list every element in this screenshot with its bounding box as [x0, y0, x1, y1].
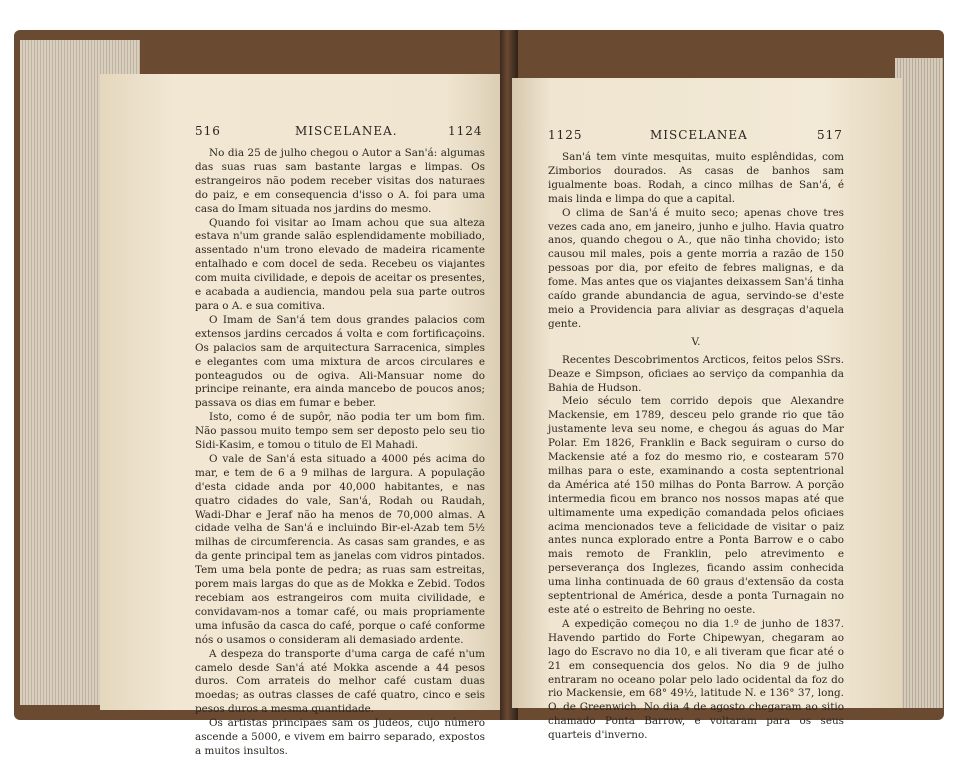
right-page [512, 78, 902, 742]
left-page-number: 516 [195, 124, 221, 138]
paragraph: San'á tem vinte mesquitas, muito esplêndidas, com Zimborios dourados. As casas de banhos sam igualmente boas. Rodah, a cinco milhas de San'á, é mais linda e limpa do que a capital. [548, 151, 844, 205]
paragraph: Recentes Descobrimentos Arcticos, feitos pelos SSrs. Deaze e Simpson, oficiaes ao serviço da companhia da Bahia de Hudson. [548, 353, 844, 394]
paragraph: O clima de San'á é muito seco; apenas chove tres vezes cada ano, em janeiro, junho e julho. Havia quatro anos, quando chegou o A., que não tinha chovido; isto causou mil males, pois a gente morria a razão de 150 pessoas por dia, por efeito de febres malignas, e da fome. Mas antes que os viajantes deixassem San'á tinha caído grande abundancia de agua, servindo-se d'este meio a Providencia para aliviar as desgraças d'aquela gente. [548, 206, 844, 330]
paragraph: A despeza do transporte d'uma carga de café n'um camelo desde San'á até Mokka ascende a 44 pesos duros. Com arrateis do melhor café custam duas moedas; as outras classes de café quatro, cinco e seis pesos duros a mesma quantidade. [195, 647, 485, 716]
page-edges-right [895, 58, 943, 708]
paragraph: O vale de San'á esta situado a 4000 pés acima do mar, e tem de 6 a 9 milhas de largura. A população d'esta cidade anda por 40,000 habitantes, e nas quatro cidades do vale, San'á, Rodah ou Raudah, Wadi-Dhar e Jeraf não ha menos de 70,000 almas. A cidade velha de San'á e incluindo Bir-el-Azab tem 5½ milhas de circumferencia. As casas sam grandes, e as da gente principal tem as janelas com vidros pintados. Tem uma bela ponte de pedra; as ruas sam estreitas, porem mais largas do que as de Mokka e Zebid. Todos recebiam aos estrangeiros com muita civilidade, e convidavam-nos a tomar café, ou mais propriamente uma infusão da casca do café, porque o café conforme nós o usamos o consideram ali demasiado ardente. [195, 452, 485, 646]
right-body [548, 151, 844, 743]
right-running-title: MISCELANEA [650, 128, 748, 142]
paragraph: No dia 25 de julho chegou o Autor a San'á: algumas das suas ruas sam bastante largas e limpas. Os estrangeiros não podem receber visitas dos naturaes do paiz, e em consequencia d'isso o A. foi para uma casa do Imam situada nos jardins do mesmo. [195, 147, 485, 215]
left-column-number: 1124 [448, 124, 483, 138]
right-column-number: 1125 [548, 128, 583, 142]
left-body [195, 147, 485, 759]
paragraph: Quando foi visitar ao Imam achou que sua alteza estava n'um grande salão esplendidamente mobiliado, assentado n'um trono elevado de madeira ricamente entalhado e com docel de seda. Recebeu os viajantes com muita civilidade, e depois de aceitar os presentes, e acabada a audiencia, mandou pela sua parte outros para o A. e sua comitiva. [195, 216, 485, 312]
paragraph: O Imam de San'á tem dous grandes palacios com extensos jardins cercados á volta e com fortificaçoins. Os palacios sam de arquitectura Sarracenica, simples e elegantes com uma mixtura de arcos circulares e ponteagudos ou de ogiva. Ali-Mansuar nome do principe reinante, era ainda mancebo de poucos anos; passava os dias em fumar e beber. [195, 313, 485, 410]
paragraph: Meio século tem corrido depois que Alexandre Mackensie, em 1789, desceu pelo grande rio que tão justamente leva seu nome, e chegou ás aguas do Mar Polar. Em 1826, Franklin e Back seguiram o curso do Mackensie até a foz do mesmo rio, e costearam 570 milhas para o este, examinando a costa septentrional da América até 150 milhas do Ponta Barrow. A porção intermedia ficou em branco nos nossos mapas até que ultimamente uma expedição comandada pelos oficiaes acima mencionados teve a felicidade de visitar o paiz antes nunca explorado entre a Ponta Barrow e o cabo mais remoto de Franklin, pelo atrevimento e perseverança dos Inglezes, ficando assim conhecida uma linha continuada de 60 graus d'extensão da costa septentrional de América, desde a ponta Turnagain no este até o estreito de Behring no oeste. [548, 395, 844, 616]
left-page [100, 74, 508, 757]
left-running-title: MISCELANEA. [295, 124, 398, 138]
paragraph: A expedição começou no dia 1.º de junho de 1837. Havendo partido do Forte Chipewyan, chegaram ao lago do Escravo no dia 10, e ali tiveram que ficar até o 21 em consequencia dos gelos. No dia 9 de julho entraram no oceano polar pelo lado ocidental da foz do rio Mackensie, em 68° 49½, latitude N. e 136° 37, long. O. de Greenwich. No dia 4 de agosto chegaram ao sitio chamado Ponta Barrow, e voltaram para os seus quarteis d'inverno. [548, 617, 844, 742]
section-heading: V. [691, 335, 701, 348]
paragraph: Isto, como é de supôr, não podia ter um bom fim. Não passou muito tempo sem ser deposto pelo seu tio Sidi-Kasim, e tomou o titulo de El Mahadi. [195, 411, 485, 452]
right-page-number: 517 [817, 128, 843, 142]
paragraph: Os artistas principaes sam os Judeos, cujo número ascende a 5000, e vivem em bairro separado, expostos a muitos insultos. [195, 717, 485, 757]
